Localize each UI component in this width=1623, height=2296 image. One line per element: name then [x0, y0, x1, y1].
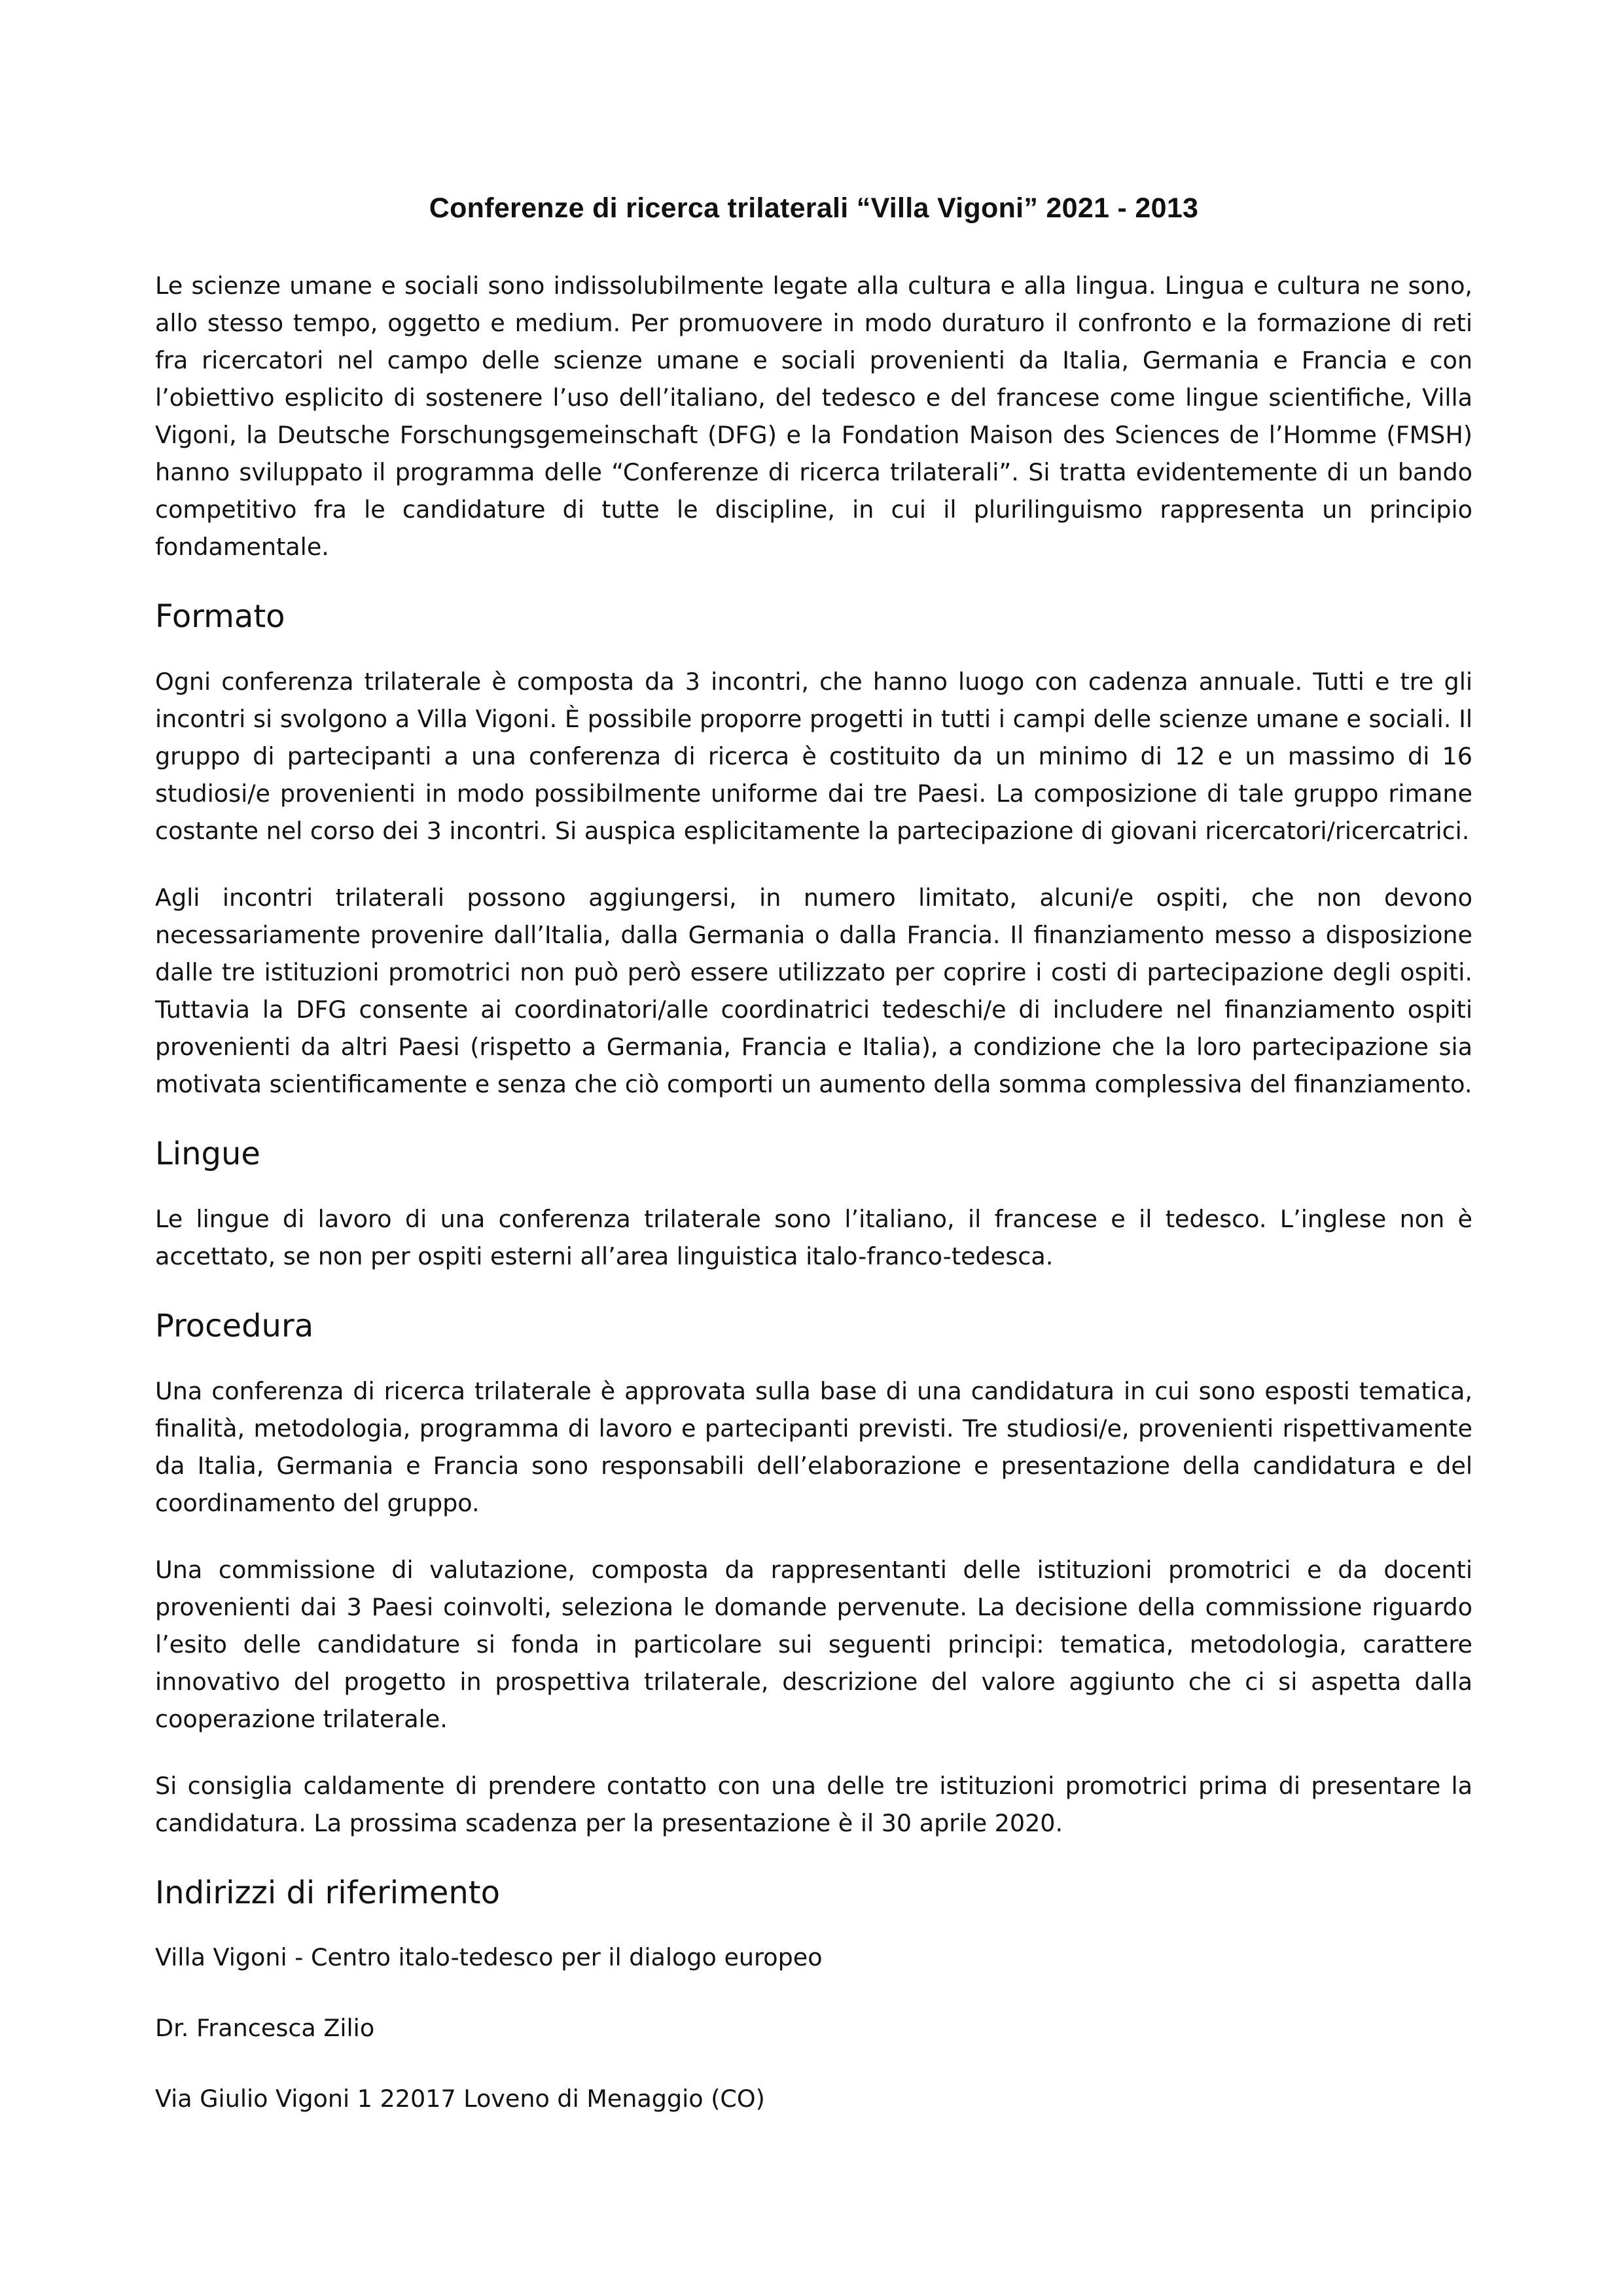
procedura-paragraph-1: Una conferenza di ricerca trilaterale è approvata sulla base di una candidatura in cui sono esposti tematica, finalità, metodologia, programma di lavoro e partecipanti previsti. Tre studiosi/e, provenienti rispettivamente da Italia, Germania e Francia sono responsabili dell’elaborazione e presentazione della candidatura e del coordinamento del gruppo.: [155, 1377, 1472, 1517]
lingue-paragraph-1: Le lingue di lavoro di una conferenza trilaterale sono l’italiano, il francese e il tedesco. L’inglese non è accettato, se non per ospiti esterni all’area linguistica italo-franco-tedesca.: [155, 1205, 1472, 1270]
section-heading-lingue: Lingue: [155, 1136, 260, 1172]
intro-paragraph: Le scienze umane e sociali sono indissolubilmente legate alla cultura e alla lingua. Lingua e cultura ne sono, allo stesso tempo, oggetto e medium. Per promuovere in modo duraturo il confronto e la formazione di reti fra ricercatori nel campo delle scienze umane e sociali provenienti da Italia, Germania e Francia e con l’obiettivo esplicito di sostenere l’uso dell’italiano, del tedesco e del francese come lingue scientifiche, Villa Vigoni, la Deutsche Forschungsgemeinschaft (DFG) e la Fondation Maison des Sciences de l’Homme (FMSH) hanno sviluppato il programma delle “Conferenze di ricerca trilaterali”. Si tratta evidentemente di un bando competitivo fra le candidature di tutte le discipline, in cui il plurilinguismo rappresenta un principio fondamentale.: [155, 272, 1472, 561]
formato-paragraph-1: Ogni conferenza trilaterale è composta da 3 incontri, che hanno luogo con cadenza annuale. Tutti e tre gli incontri si svolgono a Villa Vigoni. È possibile proporre progetti in tutti i campi delle scienze umane e sociali. Il gruppo di partecipanti a una conferenza di ricerca è costituito da un minimo di 12 e un massimo di 16 studiosi/e provenienti in modo possibilmente uniforme dai tre Paesi. La composizione di tale gruppo rimane costante nel corso dei 3 incontri. Si auspica esplicitamente la partecipazione di giovani ricercatori/ricercatrici.: [155, 668, 1472, 845]
document-title: Conferenze di ricerca trilaterali “Villa Vigoni” 2021 - 2013: [429, 192, 1199, 224]
section-heading-procedura: Procedura: [155, 1308, 314, 1344]
document-page: [155, 190, 1472, 2151]
section-indirizzi: [155, 1871, 1472, 2117]
section-heading-formato: Formato: [155, 598, 285, 635]
section-heading-indirizzi: Indirizzi di riferimento: [155, 1874, 500, 1911]
address-line-contact: Dr. Francesca Zilio: [155, 2014, 375, 2042]
section-lingue: [155, 1132, 1472, 1275]
formato-paragraph-2: Agli incontri trilaterali possono aggiungersi, in numero limitato, alcuni/e ospiti, che non devono necessariamente provenire dall’Italia, dalla Germania o dalla Francia. Il finanziamento messo a disposizione dalle tre istituzioni promotrici non può però essere utilizzato per coprire i costi di partecipazione degli ospiti. Tuttavia la DFG consente ai coordinatori/alle coordinatrici tedeschi/e di includere nel finanziamento ospiti provenienti da altri Paesi (rispetto a Germania, Francia e Italia), a condizione che la loro partecipazione sia motivata scientificamente e senza che ciò comporti un aumento della somma complessiva del finanziamento.: [155, 884, 1472, 1098]
address-line-street: Via Giulio Vigoni 1 22017 Loveno di Menaggio (CO): [155, 2085, 765, 2113]
address-line-institution: Villa Vigoni - Centro italo-tedesco per il dialogo europeo: [155, 1943, 823, 1971]
procedura-paragraph-2: Una commissione di valutazione, composta da rappresentanti delle istituzioni promotrici e da docenti provenienti dai 3 Paesi coinvolti, seleziona le domande pervenute. La decisione della commissione riguardo l’esito delle candidature si fonda in particolare sui seguenti principi: tematica, metodologia, carattere innovativo del progetto in prospettiva trilaterale, descrizione del valore aggiunto che ci si aspetta dalla cooperazione trilaterale.: [155, 1556, 1472, 1733]
section-formato: [155, 595, 1472, 1103]
procedura-paragraph-3: Si consiglia caldamente di prendere contatto con una delle tre istituzioni promotrici prima di presentare la candidatura. La prossima scadenza per la presentazione è il 30 aprile 2020.: [155, 1772, 1472, 1837]
section-procedura: [155, 1304, 1472, 1842]
